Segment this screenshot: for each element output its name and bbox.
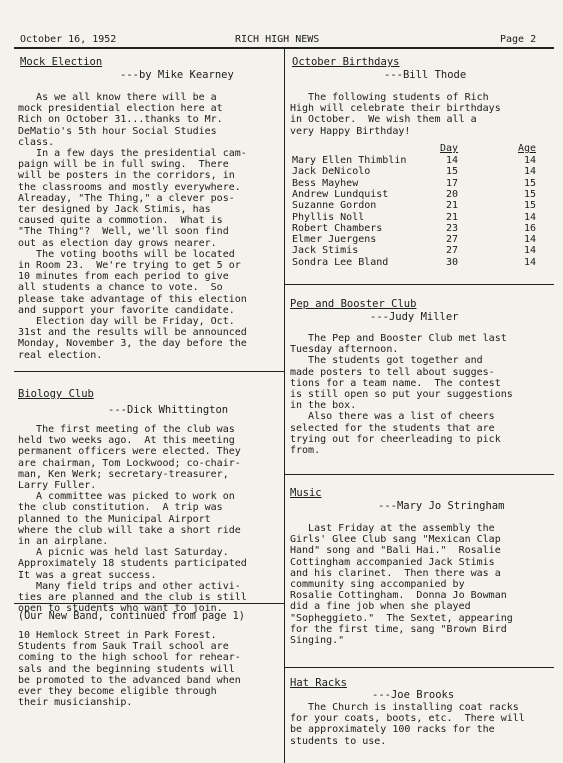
text-line: will be posters in the corridors, in — [18, 170, 235, 182]
text-line: "Sopheggieto." The Sextet, appearing — [290, 612, 513, 624]
section-rule — [285, 667, 554, 668]
text-line: for the first time, sang "Brown Bird — [290, 623, 507, 635]
article-byline: ---Mary Jo Stringham — [378, 500, 505, 512]
text-line: Hand" song and "Bali Hai." Rosalie — [290, 545, 501, 557]
text-line: did a fine job when she played — [290, 601, 471, 613]
text-line: coming to the high school for rehear- — [18, 652, 241, 664]
birthday-day: 30 — [446, 256, 459, 268]
text-line: 10 Hemlock Street in Park Forest. — [18, 630, 217, 641]
article-body — [18, 630, 241, 708]
text-line: Last Friday at the assembly the — [290, 523, 495, 534]
text-line: class. — [18, 136, 55, 148]
text-line: very Happy Birthday! — [290, 125, 411, 137]
birthday-day: 15 — [446, 166, 459, 178]
article-body — [18, 92, 247, 361]
article-byline: ---Joe Brooks — [372, 689, 455, 701]
text-line: Students from Sauk Trail school are — [18, 641, 229, 653]
text-line: ter designed by Jack Stimis, has — [18, 204, 211, 216]
text-line: held two weeks ago. At this meeting — [18, 435, 235, 447]
paper-name: RICH HIGH NEWS — [235, 34, 320, 45]
text-line: in the box. — [290, 400, 357, 412]
text-line: Also there was a list of cheers — [290, 411, 495, 423]
text-line: Election day will be Friday, Oct. — [18, 316, 235, 328]
text-line: be approximately 100 racks for the — [290, 724, 495, 736]
article-body — [290, 333, 513, 456]
text-line: Cottingham accompanied Jack Stimis — [290, 556, 495, 568]
birthday-age: 15 — [524, 200, 537, 212]
text-line: The students got together and — [290, 355, 483, 367]
text-line: A committee was picked to work on — [18, 491, 235, 503]
article-title-mock-election: Mock Election — [20, 56, 103, 68]
text-line: Larry Fuller. — [18, 480, 97, 492]
text-line: the club constitution. A trip was — [18, 502, 223, 514]
text-line: Rosalie Cottingham. Donna Jo Bowman — [290, 590, 507, 602]
birthday-age: 14 — [524, 166, 537, 178]
birthday-name: Phyllis Noll — [292, 211, 365, 223]
text-line: is still open so put your suggestions — [290, 389, 513, 401]
text-line: Girls' Glee Club sang "Mexican Clap — [290, 534, 501, 546]
text-line: and his clarinet. Then there was a — [290, 567, 501, 579]
birthday-day: 23 — [446, 222, 459, 234]
text-line: 31st and the results will be announced — [18, 327, 247, 339]
section-rule — [14, 371, 284, 372]
birthday-name: Jack Stimis — [292, 245, 359, 257]
text-line: selected for the students that are — [290, 422, 495, 434]
page-number: Page 2 — [500, 34, 537, 45]
text-line: tions for a team name. The contest — [290, 377, 501, 389]
birthday-day: 21 — [446, 211, 459, 223]
birthday-day: 21 — [446, 200, 459, 212]
birthday-age: 14 — [524, 256, 537, 268]
article-body — [290, 523, 513, 646]
birthday-day: 27 — [446, 245, 459, 257]
text-line: man, Ken Werk; secretary-treasurer, — [18, 468, 229, 480]
text-line: please take advantage of this election — [18, 293, 247, 305]
text-line: out as election day grows nearer. — [18, 237, 217, 249]
text-line: from. — [290, 445, 321, 457]
birthday-day: 14 — [446, 155, 459, 166]
text-line: ties are planned and the club is still — [18, 592, 247, 604]
birthday-day: 27 — [446, 234, 459, 246]
text-line: permanent officers were elected. They — [18, 446, 241, 458]
birthday-age: 14 — [524, 155, 537, 166]
birthday-name: Sondra Lee Bland — [292, 256, 389, 268]
text-line: real election. — [18, 349, 103, 361]
article-byline: ---Judy Miller — [370, 311, 459, 323]
birthday-day: 17 — [446, 177, 459, 189]
birthday-age: 14 — [524, 211, 537, 223]
birthday-name: Elmer Juergens — [292, 234, 377, 246]
text-line: DeMatio's 5th hour Social Studies — [18, 125, 217, 137]
birthday-age: 14 — [524, 245, 537, 257]
text-line: in Room 23. We're trying to get 5 or — [18, 260, 241, 272]
text-line: ever they become eligible through — [18, 686, 217, 698]
text-line: It was a great success. — [18, 569, 157, 581]
birthday-age: 14 — [524, 234, 537, 246]
text-line: are chairman, Tom Lockwood; co-chair- — [18, 457, 241, 469]
birthday-name: Mary Ellen Thimblin — [292, 155, 407, 166]
text-line: "The Thing"? Well, we'll soon find — [18, 226, 229, 238]
text-line: community sing accompanied by — [290, 579, 465, 591]
article-title-pep-and-booster-club: Pep and Booster Club — [290, 298, 417, 310]
text-line: caused quite a commotion. What is — [18, 215, 223, 227]
article-byline: ---Dick Whittington — [108, 404, 229, 416]
article-title-biology-club: Biology Club — [18, 388, 94, 400]
section-rule — [285, 284, 554, 285]
text-line: made posters to tell about sugges- — [290, 366, 495, 378]
text-line: planned to the Municipal Airport — [18, 513, 211, 525]
text-line: and support your favorite candidate. — [18, 304, 235, 316]
text-line: Rich on October 31...thanks to Mr. — [18, 114, 223, 126]
text-line: Tuesday afternoon. — [290, 344, 399, 356]
article-title-hat-racks: Hat Racks — [290, 677, 347, 689]
text-line: where the club will take a short ride — [18, 524, 241, 536]
text-line: Approximately 18 students participated — [18, 558, 247, 570]
birthday-name: Robert Chambers — [292, 222, 383, 234]
day-column-header: Day — [440, 143, 459, 154]
text-line: The following students of Rich — [290, 92, 489, 103]
text-line: The voting booths will be located — [18, 248, 235, 260]
article-title-music: Music — [290, 487, 322, 499]
birthday-name: Bess Mayhew — [292, 177, 359, 189]
text-line: 10 minutes from each period to give — [18, 271, 229, 283]
text-line: mock presidential election here at — [18, 103, 223, 115]
text-line: sals and the beginning students will — [18, 663, 235, 675]
text-line: their musicianship. — [18, 697, 133, 709]
text-line: the classrooms and mostly everywhere. — [18, 181, 241, 193]
article-body — [290, 92, 501, 137]
section-rule — [285, 474, 554, 475]
text-line: be promoted to the advanced band when — [18, 674, 241, 686]
text-line: Monday, November 3, the day before the — [18, 338, 247, 350]
text-line: for your coats, boots, etc. There will — [290, 713, 525, 725]
text-line: in October. We wish them all a — [290, 114, 477, 126]
birthday-age: 15 — [524, 177, 537, 189]
text-line: As we all know there will be a — [18, 92, 217, 103]
text-line: Singing." — [290, 635, 345, 647]
text-line: trying out for cheerleading to pick — [290, 433, 501, 445]
text-line: paign will be in full swing. There — [18, 159, 229, 171]
birthday-name: Jack DeNicolo — [292, 166, 371, 178]
article-byline: ---by Mike Kearney — [120, 69, 234, 81]
text-line: open to students who want to join. — [18, 603, 223, 615]
text-line: High will celebrate their birthdays — [290, 103, 501, 115]
text-line: in an airplane. — [18, 536, 109, 548]
issue-date: October 16, 1952 — [20, 34, 117, 45]
text-line: The Church is installing coat racks — [290, 702, 519, 713]
text-line: students to use. — [290, 735, 387, 747]
text-line: In a few days the presidential cam- — [18, 148, 247, 160]
text-line: all students a chance to vote. So — [18, 282, 223, 294]
text-line: The first meeting of the club was — [18, 424, 235, 435]
article-byline: ---Bill Thode — [384, 69, 467, 81]
continued-heading: (Our New Band, continued from page 1) — [18, 611, 245, 622]
article-body — [18, 424, 247, 614]
age-column-header: Age — [518, 143, 537, 154]
birthday-name: Suzanne Gordon — [292, 200, 377, 212]
birthday-age: 16 — [524, 222, 537, 234]
article-body — [290, 702, 525, 747]
text-line: Many field trips and other activi- — [18, 580, 241, 592]
text-line: The Pep and Booster Club met last — [290, 333, 507, 344]
birthday-day: 20 — [446, 188, 459, 200]
text-line: Alreaday, "The Thing," a clever pos- — [18, 192, 235, 204]
text-line: A picnic was held last Saturday. — [18, 547, 229, 559]
birthday-age: 15 — [524, 188, 537, 200]
article-title-october-birthdays: October Birthdays — [292, 56, 400, 68]
birthday-name: Andrew Lundquist — [292, 188, 389, 200]
column-divider — [284, 49, 285, 763]
